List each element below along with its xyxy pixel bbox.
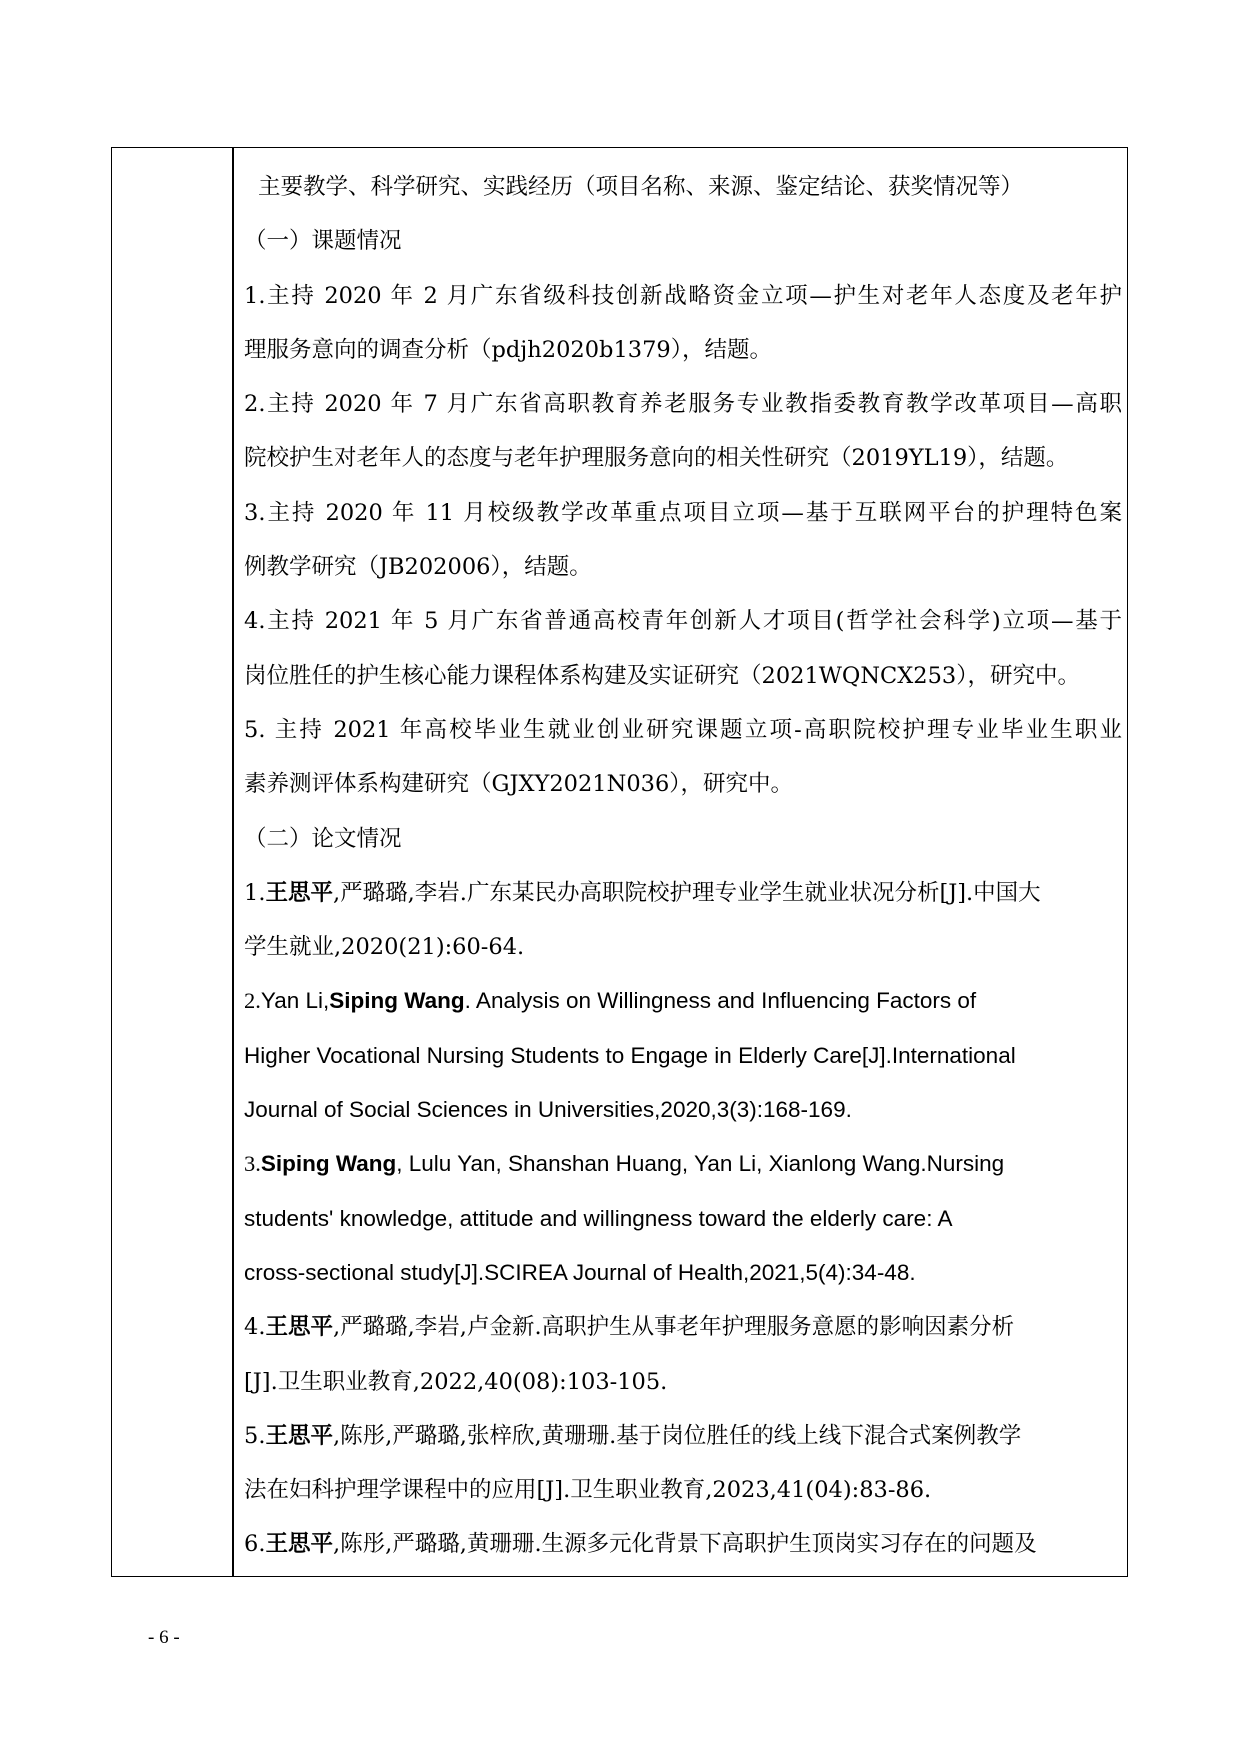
highlighted-author: Siping Wang [329, 988, 465, 1014]
project-line: 理服务意向的调查分析（pdjh2020b1379），结题。 [244, 336, 772, 363]
paper-number: 6. [244, 1531, 266, 1558]
column-divider [232, 147, 234, 1577]
project-line: 院校护生对老年人的态度与老年护理服务意向的相关性研究（2019YL19），结题。 [244, 445, 1069, 472]
paper-4-line [244, 1300, 1122, 1354]
project-line: 素养测评体系构建研究（GJXY2021N036），研究中。 [244, 771, 794, 798]
paper-3-line: students' knowledge, attitude and willingness toward the elderly care: A [244, 1205, 953, 1231]
cell-header: 主要教学、科学研究、实践经历（项目名称、来源、鉴定结论、获奖情况等） [258, 174, 1024, 200]
paper-number: 1. [244, 879, 266, 906]
project-line: 5. 主持 2021 年高校毕业生就业创业研究课题立项-高职院校护理专业毕业生职业 [244, 716, 1122, 743]
page-number: - 6 - [148, 1627, 180, 1648]
highlighted-author: 王思平 [265, 1422, 333, 1448]
paper-1-line [244, 866, 1122, 920]
paper-citation: ,严璐璐,李岩,卢金新.高职护生从事老年护理服务意愿的影响因素分析 [332, 1314, 1015, 1341]
project-line: 2.主持 2020 年 7 月广东省高职教育养老服务专业教指委教育教学改革项目—高职 [244, 391, 1122, 418]
paper-citation: ,陈彤,严璐璐,张梓欣,黄珊珊.基于岗位胜任的线上线下混合式案例教学 [332, 1422, 1022, 1449]
paper-2-line: Journal of Social Sciences in Universities,2020,3(3):168-169. [244, 1097, 852, 1123]
paper-6-line [244, 1517, 1122, 1571]
highlighted-author: 王思平 [265, 1314, 333, 1340]
paper-number: 3. [244, 1151, 261, 1177]
paper-citation: ,陈彤,严璐璐,黄珊珊.生源多元化背景下高职护生顶岗实习存在的问题及 [332, 1531, 1037, 1558]
project-line: 3.主持 2020 年 11 月校级教学改革重点项目立项—基于互联网平台的护理特色案 [244, 499, 1122, 526]
highlighted-author: 王思平 [265, 879, 333, 905]
project-line: 岗位胜任的护生核心能力课程体系构建及实证研究（2021WQNCX253），研究中。 [244, 662, 1080, 689]
paper-citation: , Lulu Yan, Shanshan Huang, Yan Li, Xianlong Wang.Nursing [396, 1151, 1005, 1177]
paper-coauthor: Yan Li, [260, 988, 330, 1014]
paper-5-line: 法在妇科护理学课程中的应用[J].卫生职业教育,2023,41(04):83-86. [244, 1477, 932, 1504]
paper-1-line: 学生就业,2020(21):60-64. [244, 934, 525, 961]
paper-3-line [244, 1137, 1122, 1191]
project-line: 例教学研究（JB202006），结题。 [244, 554, 592, 581]
experience-cell [244, 160, 1122, 1572]
paper-number: 4. [244, 1314, 266, 1341]
section-title-papers: （二）论文情况 [244, 825, 402, 852]
project-line: 1.主持 2020 年 2 月广东省级科技创新战略资金立项—护生对老年人态度及老年护 [244, 282, 1122, 309]
paper-citation: ,严璐璐,李岩.广东某民办高职院校护理专业学生就业状况分析[J].中国大 [332, 879, 1041, 906]
highlighted-author: 王思平 [265, 1531, 333, 1557]
project-line: 4.主持 2021 年 5 月广东省普通高校青年创新人才项目(哲学社会科学)立项—基于 [244, 608, 1122, 635]
paper-5-line [244, 1409, 1122, 1463]
paper-2-line: Higher Vocational Nursing Students to Engage in Elderly Care[J].International [244, 1042, 1016, 1068]
paper-citation: . Analysis on Willingness and Influencing Factors of [464, 988, 977, 1014]
highlighted-author: Siping Wang [260, 1151, 397, 1177]
paper-number: 2. [244, 988, 261, 1014]
section-title-projects: （一）课题情况 [244, 228, 402, 255]
paper-number: 5. [244, 1422, 266, 1449]
paper-2-line [244, 974, 1122, 1028]
paper-4-line: [J].卫生职业教育,2022,40(08):103-105. [244, 1368, 668, 1395]
paper-3-line: cross-sectional study[J].SCIREA Journal of Health,2021,5(4):34-48. [244, 1259, 916, 1285]
